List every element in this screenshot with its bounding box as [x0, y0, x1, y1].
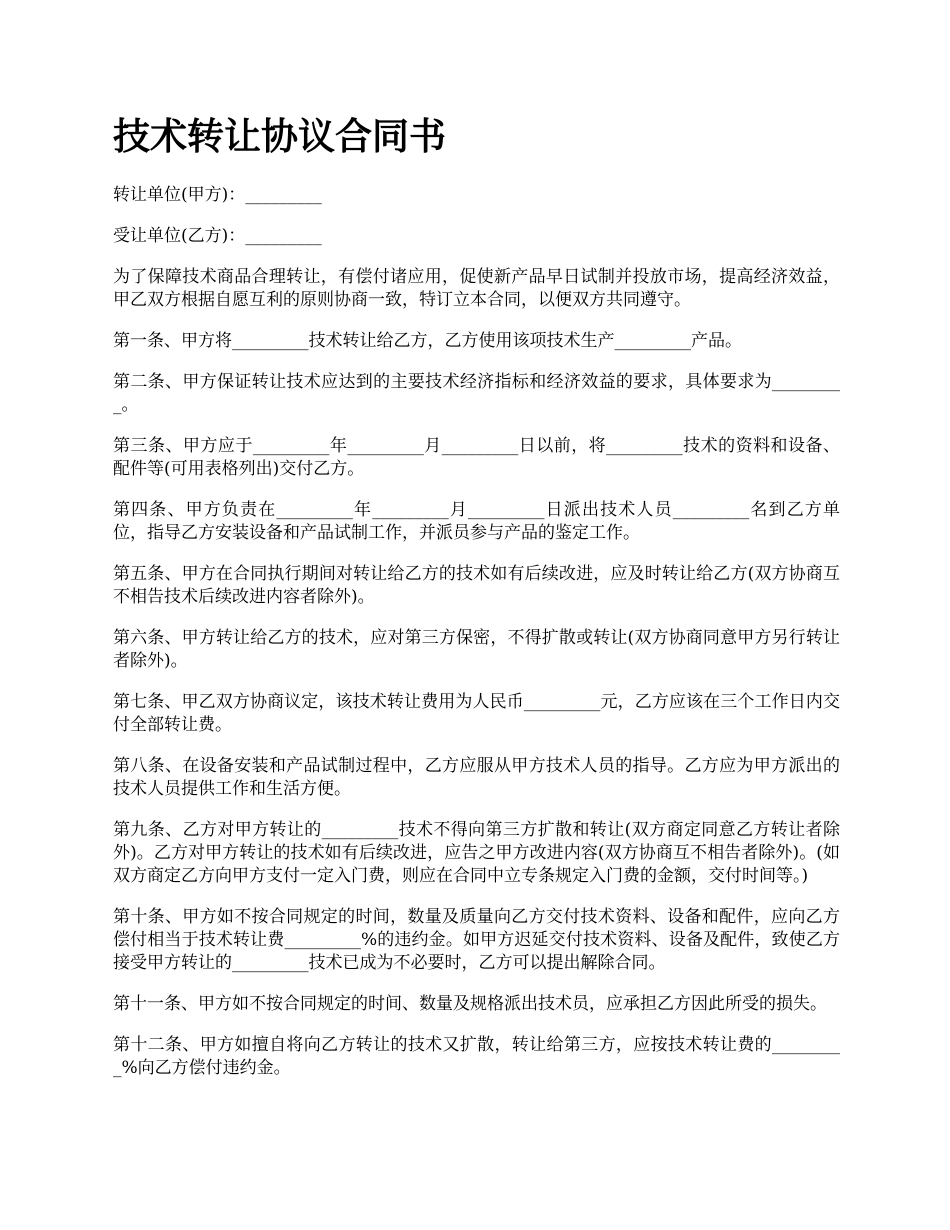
document-title: 技术转让协议合同书	[113, 114, 446, 158]
article-5: 第五条、甲方在合同执行期间对转让给乙方的技术如有后续改进，应及时转让给乙方(双方协商互不相告技术后续改进内容者除外)。	[113, 564, 840, 607]
article-7: 第七条、甲乙双方协商议定，该技术转让费用为人民币_________元，乙方应该在三个工作日内交付全部转让费。	[113, 692, 840, 735]
article-1: 第一条、甲方将_________技术转让给乙方，乙方使用该项技术生产_________产品。	[113, 331, 742, 351]
party-b-line: 受让单位(乙方)：_________	[113, 226, 322, 246]
article-12: 第十二条、甲方如擅自将向乙方转让的技术又扩散，转让给第三方，应按技术转让费的_________%向乙方偿付违约金。	[113, 1035, 840, 1078]
article-11: 第十一条、甲方如不按合同规定的时间、数量及规格派出技术员，应承担乙方因此所受的损失。	[113, 994, 827, 1014]
article-3: 第三条、甲方应于_________年_________月_________日以前，将_________技术的资料和设备、配件等(可用表格列出)交付乙方。	[113, 436, 840, 479]
article-2: 第二条、甲方保证转让技术应达到的主要技术经济指标和经济效益的要求，具体要求为_________。	[113, 372, 840, 415]
preamble-paragraph: 为了保障技术商品合理转让，有偿付诸应用，促使新产品早日试制并投放市场，提高经济效益，甲乙双方根据自愿互利的原则协商一致，特订立本合同，以便双方共同遵守。	[113, 267, 840, 310]
article-6: 第六条、甲方转让给乙方的技术，应对第三方保密，不得扩散或转让(双方协商同意甲方另行转让者除外)。	[113, 628, 840, 671]
article-8: 第八条、在设备安装和产品试制过程中，乙方应服从甲方技术人员的指导。乙方应为甲方派出的技术人员提供工作和生活方便。	[113, 756, 840, 799]
document-page	[113, 112, 840, 1098]
article-10: 第十条、甲方如不按合同规定的时间，数量及质量向乙方交付技术资料、设备和配件，应向乙方偿付相当于技术转让费_________%的违约金。如甲方迟延交付技术资料、设备及配件，致使乙方接受甲方转让的_________技术已成为不必要时，乙方可以提出解除合同。	[113, 907, 840, 973]
article-9: 第九条、乙方对甲方转让的_________技术不得向第三方扩散和转让(双方商定同意乙方转让者除外)。乙方对甲方转让的技术如有后续改进，应告之甲方改进内容(双方协商互不相告者除外)。(如双方商定乙方向甲方支付一定入门费，则应在合同中立专条规定入门费的金额，交付时间等。)	[113, 820, 840, 886]
party-a-line: 转让单位(甲方)：_________	[113, 185, 322, 205]
article-4: 第四条、甲方负责在_________年_________月_________日派出技术人员_________名到乙方单位，指导乙方安装设备和产品试制工作，并派员参与产品的鉴定工作。	[113, 500, 840, 543]
